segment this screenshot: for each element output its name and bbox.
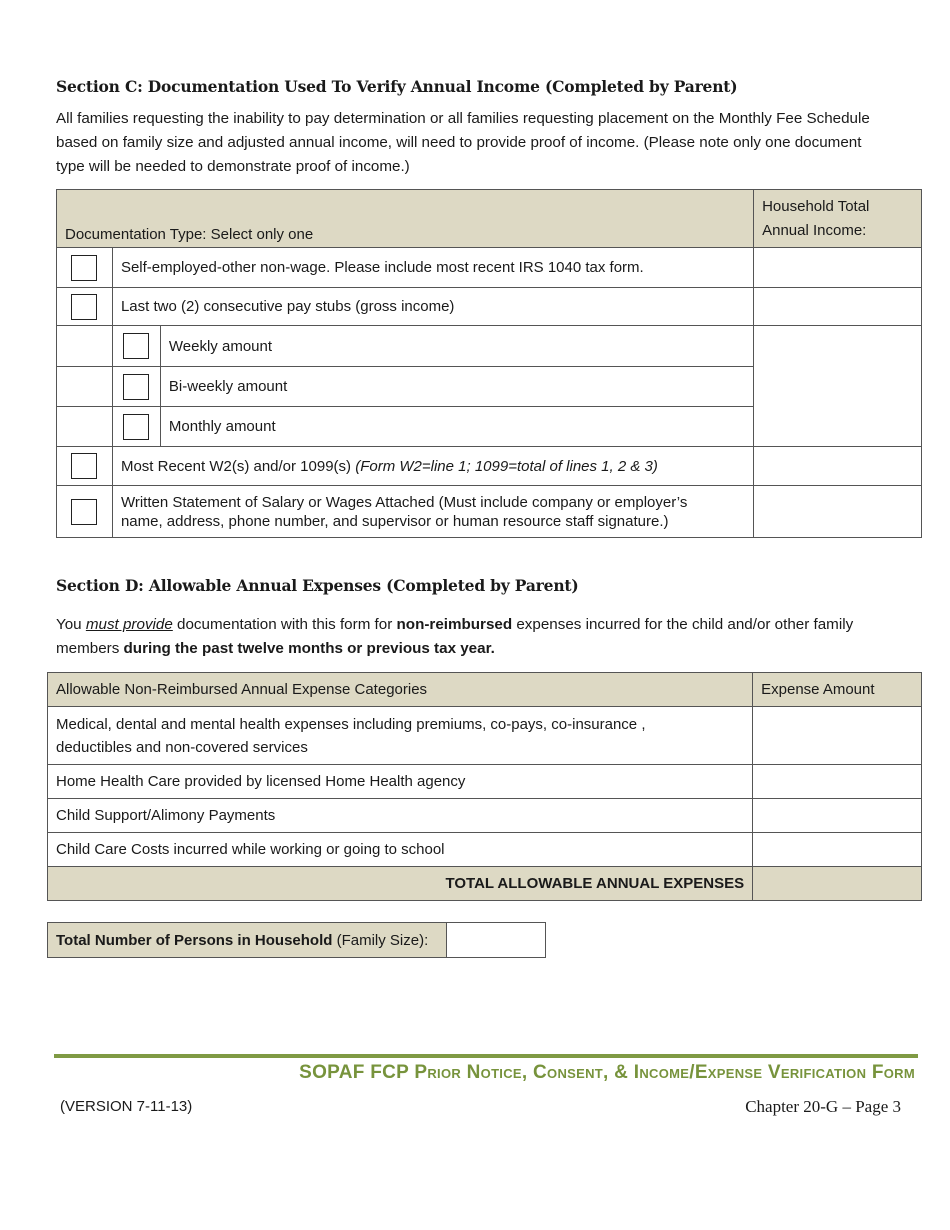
monthly-checkbox[interactable] [123, 414, 149, 440]
section-c-intro: All families requesting the inability to pay determination or all families requesting placement on the Monthly Fee Schedule based on family size and adjusted annual income, will need to provide proof of income. (Please note only one document type will be needed to demonstrate proof of income.) [56, 110, 870, 175]
page-number: Chapter 20-G – Page 3 [745, 1097, 901, 1116]
total-expenses-field[interactable] [753, 867, 922, 901]
household-size-table [47, 922, 546, 958]
income-documentation-table [56, 189, 922, 538]
row-label: Child Support/Alimony Payments [48, 799, 753, 833]
weekly-checkbox[interactable] [123, 333, 149, 359]
row-label: Bi-weekly amount [160, 367, 753, 407]
form-title: SOPAF FCP Prior Notice, Consent, & Income/Expense Verification Form [299, 1062, 915, 1083]
section-c-heading: Section C: Documentation Used To Verify Annual Income (Completed by Parent) [56, 77, 738, 96]
pay-stubs-checkbox[interactable] [71, 294, 97, 320]
table-row [57, 288, 922, 326]
self-employed-income-field[interactable] [754, 248, 922, 288]
table-row [57, 326, 922, 367]
row-label: Last two (2) consecutive pay stubs (gross income) [112, 288, 753, 326]
w2-1099-income-field[interactable] [754, 447, 922, 486]
pay-stubs-income-field[interactable] [754, 288, 922, 326]
table-row [48, 799, 922, 833]
table-row [57, 248, 922, 288]
row-label: Home Health Care provided by licensed Home Health agency [48, 765, 753, 799]
biweekly-checkbox[interactable] [123, 374, 149, 400]
w2-1099-checkbox[interactable] [71, 453, 97, 479]
expense-amount-header: Expense Amount [753, 673, 922, 707]
section-d-intro: You must provide documentation with this form for non-reimbursed expenses incurred for the child and/or other family members during the past twelve months or previous tax year. [56, 616, 854, 657]
version-label: (VERSION 7-11-13) [60, 1098, 193, 1115]
household-size-label: Total Number of Persons in Household (Family Size): [48, 923, 447, 958]
table-row [57, 486, 922, 538]
table-row [48, 765, 922, 799]
row-label: Self-employed-other non-wage. Please include most recent IRS 1040 tax form. [112, 248, 753, 288]
table-row [48, 707, 922, 765]
row-label: Most Recent W2(s) and/or 1099(s) (Form W2=line 1; 1099=total of lines 1, 2 & 3) [112, 447, 753, 486]
expense-table [47, 672, 922, 901]
section-d-heading: Section D: Allowable Annual Expenses (Completed by Parent) [56, 576, 579, 595]
child-support-expense-field[interactable] [753, 799, 922, 833]
written-statement-income-field[interactable] [754, 486, 922, 538]
child-care-expense-field[interactable] [753, 833, 922, 867]
footer-rule [54, 1054, 918, 1058]
table-row [57, 447, 922, 486]
documentation-type-header: Documentation Type: Select only one [57, 190, 754, 248]
medical-expense-field[interactable] [753, 707, 922, 765]
total-expenses-label: TOTAL ALLOWABLE ANNUAL EXPENSES [48, 867, 753, 901]
row-label: Medical, dental and mental health expenses including premiums, co-pays, co-insurance , deductibles and non-covered services [48, 707, 753, 765]
row-label: Written Statement of Salary or Wages Attached (Must include company or employer’s name, address, phone number, and supervisor or human resource staff signature.) [112, 486, 753, 538]
self-employed-checkbox[interactable] [71, 255, 97, 281]
home-health-expense-field[interactable] [753, 765, 922, 799]
row-label: Monthly amount [160, 407, 753, 447]
pay-frequency-income-field[interactable] [754, 326, 922, 447]
written-statement-checkbox[interactable] [71, 499, 97, 525]
row-label: Weekly amount [160, 326, 753, 367]
expense-category-header: Allowable Non-Reimbursed Annual Expense Categories [48, 673, 753, 707]
household-income-header: Household Total Annual Income: [754, 190, 922, 248]
table-row [48, 833, 922, 867]
household-size-field[interactable] [447, 923, 546, 958]
row-label: Child Care Costs incurred while working or going to school [48, 833, 753, 867]
